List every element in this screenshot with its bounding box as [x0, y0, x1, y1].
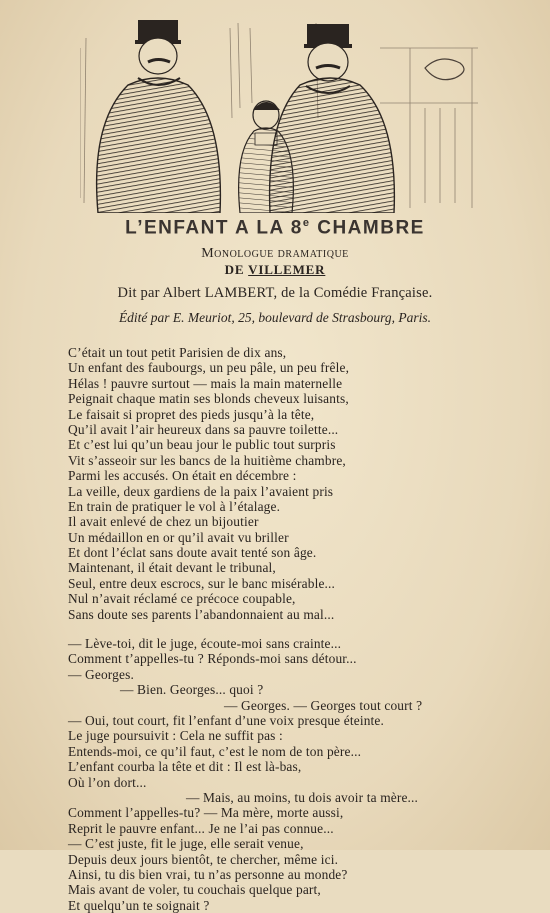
poem-title: L’ENFANT A LA 8e CHAMBRE — [125, 217, 425, 239]
poem-line: Et quelqu’un te soignait ? — [68, 897, 210, 913]
poem-line: — Lève-toi, dit le juge, écoute-moi sans crainte... — [68, 636, 342, 652]
poem-line: Entends-moi, ce qu’il faut, c’est le nom de ton père... — [68, 743, 362, 759]
poem-line: Un enfant des faubourgs, un peu pâle, un peu frêle, — [68, 360, 350, 376]
poem-line: Vit s’asseoir sur les bancs de la huitième chambre, — [68, 452, 346, 468]
publisher-credit: Édité par E. Meuriot, 25, boulevard de Strasbourg, Paris. — [118, 310, 432, 325]
poem-line: Reprit le pauvre enfant... Je ne l’ai pas connue... — [68, 820, 334, 836]
poem-line: — Georges. — Georges tout court ? — [224, 697, 423, 713]
poem-line: Et c’est lui qu’un beau jour le public tout surpris — [68, 437, 336, 453]
poem-line: Où l’on dort... — [68, 774, 147, 790]
poem-line: En train de pratiquer le vol à l’étalage. — [68, 498, 281, 514]
poem-line: — C’est juste, fit le juge, elle serait venue, — [68, 836, 304, 852]
poem-line: Maintenant, il était devant le tribunal, — [68, 560, 276, 576]
poem-line: Il avait enlevé de chez un bijoutier — [68, 514, 259, 530]
poem-line: Seul, entre deux escrocs, sur le banc misérable... — [68, 575, 336, 591]
performer-credit: Dit par Albert LAMBERT, de la Comédie Française. — [117, 285, 433, 301]
poem-line: Nul n’avait réclamé ce précoce coupable, — [68, 591, 296, 607]
poem-line: Hélas ! pauvre surtout — mais la main maternelle — [68, 375, 343, 391]
poem-line: Comment t’appelles-tu ? Réponds-moi sans détour... — [68, 651, 357, 667]
poem-line: Ainsi, tu dis bien vrai, tu n’as personne au monde? — [68, 866, 348, 882]
poem-line: Mais avant de voler, tu couchais quelque part, — [68, 882, 321, 898]
gendarme-left — [97, 20, 221, 213]
poem-line: — Bien. Georges... quoi ? — [120, 682, 264, 698]
poem-line: Peignait chaque matin ses blonds cheveux luisants, — [68, 391, 349, 407]
subtitle: Monologue dramatique — [201, 246, 349, 261]
poem-line: Un médaillon en or qu’il avait vu briller — [68, 529, 289, 545]
poem-line: Depuis deux jours bientôt, te chercher, même ici. — [68, 851, 339, 867]
poem-line: — Mais, au moins, tu dois avoir ta mère... — [186, 789, 419, 805]
poem-line: Le juge poursuivit : Cela ne suffit pas : — [68, 728, 283, 744]
poem-line: La veille, deux gardiens de la paix l’avaient pris — [68, 483, 334, 499]
poem-line: Le faisait si propret des pieds jusqu’à la tête, — [68, 406, 315, 422]
poem-line: — Georges. — [68, 666, 134, 682]
stanza-gap — [68, 622, 538, 636]
poem-line: — Oui, tout court, fit l’enfant d’une voix presque éteinte. — [68, 712, 385, 728]
gendarme-right — [270, 24, 395, 213]
poem-line: Qu’il avait l’air heureux dans sa pauvre toilette... — [68, 421, 339, 437]
illustration-gendarmes-and-child — [80, 8, 480, 213]
author: DE VILLEMER — [224, 262, 326, 277]
poem-line: C’était un tout petit Parisien de dix ans, — [68, 345, 287, 360]
poem-line: Sans doute ses parents l’abandonnaient au mal... — [68, 606, 335, 622]
poem-body — [68, 345, 538, 913]
poem-line: Et dont l’éclat sans doute avait tenté son âge. — [68, 545, 317, 561]
poem-line: Comment l’appelles-tu? — Ma mère, morte aussi, — [68, 805, 344, 821]
poem-line: Parmi les accusés. On était en décembre : — [68, 468, 297, 484]
poem-line: L’enfant courba la tête et dit : Il est là-bas, — [68, 759, 302, 775]
